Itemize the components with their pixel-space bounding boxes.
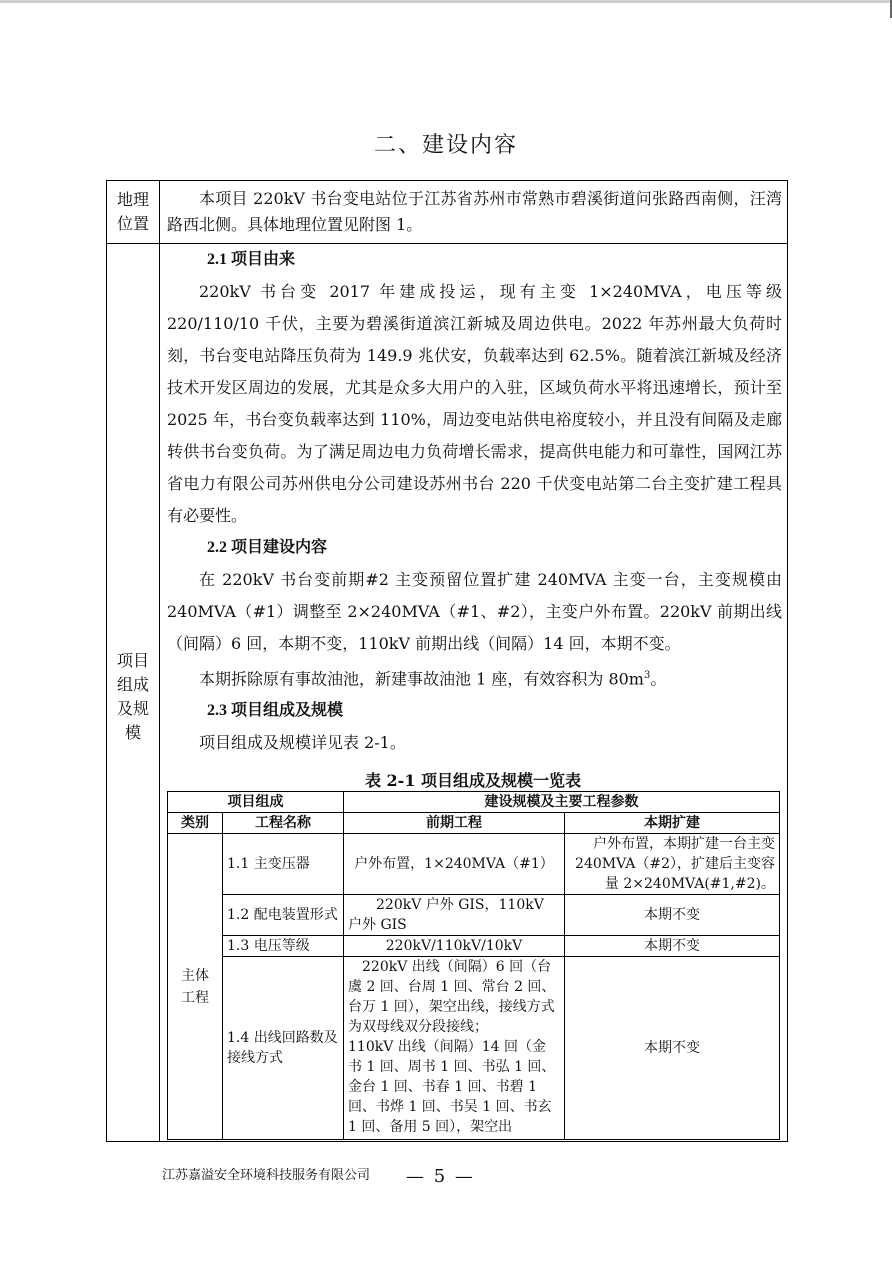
section-2-2-text: 在 220kV 书台变前期#2 主变预留位置扩建 240MVA 主变一台，主变规模由 240MVA（#1）调整至 2×240MVA（#1、#2），主变户外布置。220kV 前期出线（间隔）6 回，本期不变，110kV 前期出线（间隔）14 回，本期不变。 — [167, 570, 782, 653]
column-divider — [159, 181, 160, 1141]
row-name: 1.4 出线回路数及接线方式 — [223, 957, 344, 1140]
content-table — [106, 180, 788, 1142]
geo-label: 地理位置 — [116, 190, 149, 233]
row-name: 1.3 电压等级 — [223, 936, 344, 957]
section-2-2-title: 2.2 项目建设内容 — [207, 539, 328, 556]
section-2-2-text-2 — [167, 660, 782, 695]
section-2-1-title: 2.1 项目由来 — [207, 251, 296, 268]
row-name: 1.2 配电装置形式 — [223, 895, 344, 936]
table-subheader-row — [168, 813, 780, 834]
footer-company: 江苏嘉溢安全环境科技服务有限公司 — [162, 1168, 371, 1183]
header-project-group: 项目组成 — [168, 792, 344, 813]
category-label: 主体工程 — [180, 967, 209, 1006]
oil-pool-text-end: 。 — [650, 669, 667, 689]
section-2-3-title: 2.3 项目组成及规模 — [207, 702, 344, 720]
geo-content — [167, 186, 782, 238]
top-edge-line — [0, 0, 892, 3]
row-prev-110kv: 110kV 出线（间隔）14 回（金书 1 回、周书 1 回、书弘 1 回、金台 1 回、书春 1 回、书碧 1 回、书烨 1 回、书吴 1 回、书玄 1 回、备用 5 回），架空出 — [348, 1039, 556, 1135]
row-prev: 户外布置，1×240MVA（#1） — [344, 834, 565, 895]
row-prev: 220kV 户外 GIS，110kV 户外 GIS — [344, 895, 565, 936]
row-this: 户外布置，本期扩建一台主变 240MVA（#2），扩建后主变容量 2×240MVA(#1,#2)。 — [565, 834, 780, 895]
row-prev-220kv: 220kV 出线（间隔）6 回（台虞 2 回、台周 1 回、常台 2 回、台万 1 回），架空出线，接线方式为双母线双分段接线； — [348, 959, 556, 1035]
header-name: 工程名称 — [223, 813, 344, 834]
header-category: 类别 — [168, 813, 223, 834]
oil-pool-sup: 3 — [643, 670, 651, 681]
page-number: — 5 — — [406, 1166, 475, 1187]
header-this: 本期扩建 — [565, 813, 780, 834]
row-prev: 220kV/110kV/10kV — [344, 936, 565, 957]
table-row — [168, 936, 780, 957]
section-2-3-text: 项目组成及规模详见表 2-1。 — [199, 733, 406, 753]
row-name: 1.1 主变压器 — [223, 834, 344, 895]
project-table — [167, 791, 780, 1140]
table-row — [168, 895, 780, 936]
table-row — [168, 957, 780, 1140]
table-caption: 表 2-1 项目组成及规模一览表 — [364, 771, 582, 790]
row-this: 本期不变 — [565, 895, 780, 936]
row-prev — [344, 957, 565, 1140]
row-this: 本期不变 — [565, 936, 780, 957]
header-params: 建设规模及主要工程参数 — [344, 792, 780, 813]
scope-content — [167, 244, 782, 759]
table-header-row — [168, 792, 780, 813]
table-row — [168, 834, 780, 895]
oil-pool-text: 本期拆除原有事故油池，新建事故油池 1 座，有效容积为 80m — [199, 669, 644, 689]
page-title: 二、建设内容 — [373, 133, 518, 158]
header-prev: 前期工程 — [344, 813, 565, 834]
category-cell — [168, 834, 223, 1140]
geo-text: 本项目 220kV 书台变电站位于江苏省苏州市常熟市碧溪街道问张路西南侧，汪湾路西北侧。具体地理位置见附图 1。 — [167, 189, 782, 234]
section-2-1-text: 220kV 书台变 2017 年建成投运，现有主变 1×240MVA，电压等级 220/110/10 千伏，主要为碧溪街道滨江新城及周边供电。2022 年苏州最大负荷时刻，书台变电站降压负荷为 149.9 兆伏安，负载率达到 62.5%。随着滨江新城及经济技术开发区周边的发展，尤其是众多大用户的入驻，区域负荷水平将迅速增长，预计至 2025 年，书台变负载率达到 110%，周边变电站供电裕度较小，并且没有间隔及走廊转供书台变负荷。为了满足周边电力负荷增长需求，提高供电能力和可靠性，国网江苏省电力有限公司苏州供电分公司建设苏州书台 220 千伏变电站第二台主变扩建工程具有必要性。 — [167, 282, 782, 525]
scope-label: 项目组成及规模 — [117, 651, 150, 742]
row-this: 本期不变 — [565, 957, 780, 1140]
